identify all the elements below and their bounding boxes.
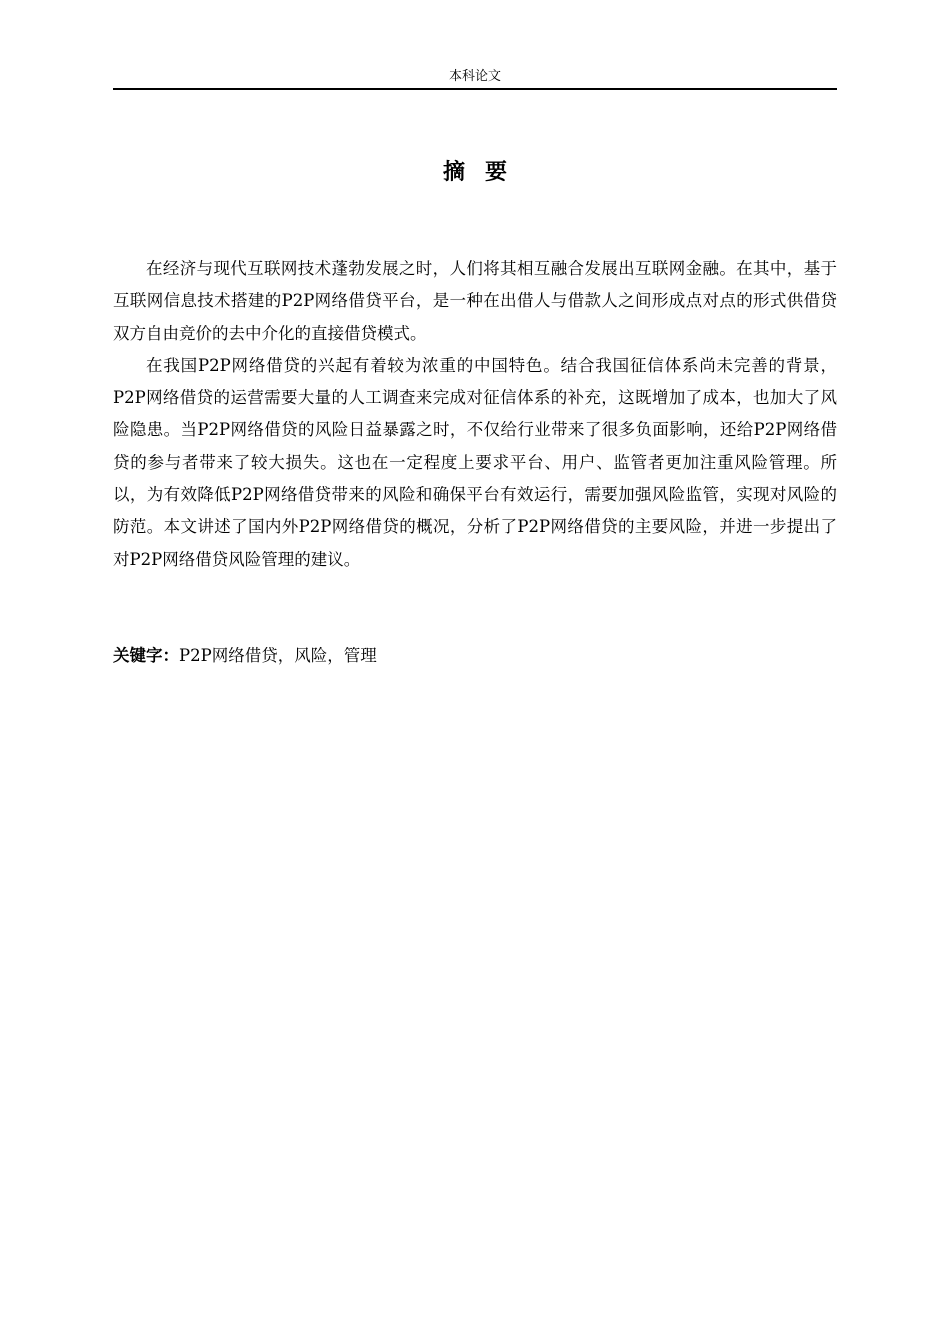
keywords-label: 关键字： (113, 646, 179, 665)
abstract-title: 摘要 (442, 160, 527, 185)
abstract-paragraph-1: 在经济与现代互联网技术蓬勃发展之时，人们将其相互融合发展出互联网金融。在其中，基于互联网信息技术搭建的P2P网络借贷平台，是一种在出借人与借款人之间形成点对点的形式供借贷双方自由竞价的去中介化的直接借贷模式。 (113, 259, 837, 343)
keywords-line (113, 640, 837, 672)
keywords-value: P2P网络借贷，风险，管理 (179, 646, 377, 665)
running-header (113, 66, 837, 90)
abstract-body (113, 253, 837, 576)
abstract-paragraph-2: 在我国P2P网络借贷的兴起有着较为浓重的中国特色。结合我国征信体系尚未完善的背景，P2P网络借贷的运营需要大量的人工调查来完成对征信体系的补充，这既增加了成本，也加大了风险隐患。当P2P网络借贷的风险日益暴露之时，不仅给行业带来了很多负面影响，还给P2P网络借贷的参与者带来了较大损失。这也在一定程度上要求平台、用户、监管者更加注重风险管理。所以，为有效降低P2P网络借贷带来的风险和确保平台有效运行，需要加强风险监管，实现对风险的防范。本文讲述了国内外P2P网络借贷的概况，分析了P2P网络借贷的主要风险，并进一步提出了对P2P网络借贷风险管理的建议。 (113, 355, 837, 569)
header-text: 本科论文 (448, 69, 501, 84)
